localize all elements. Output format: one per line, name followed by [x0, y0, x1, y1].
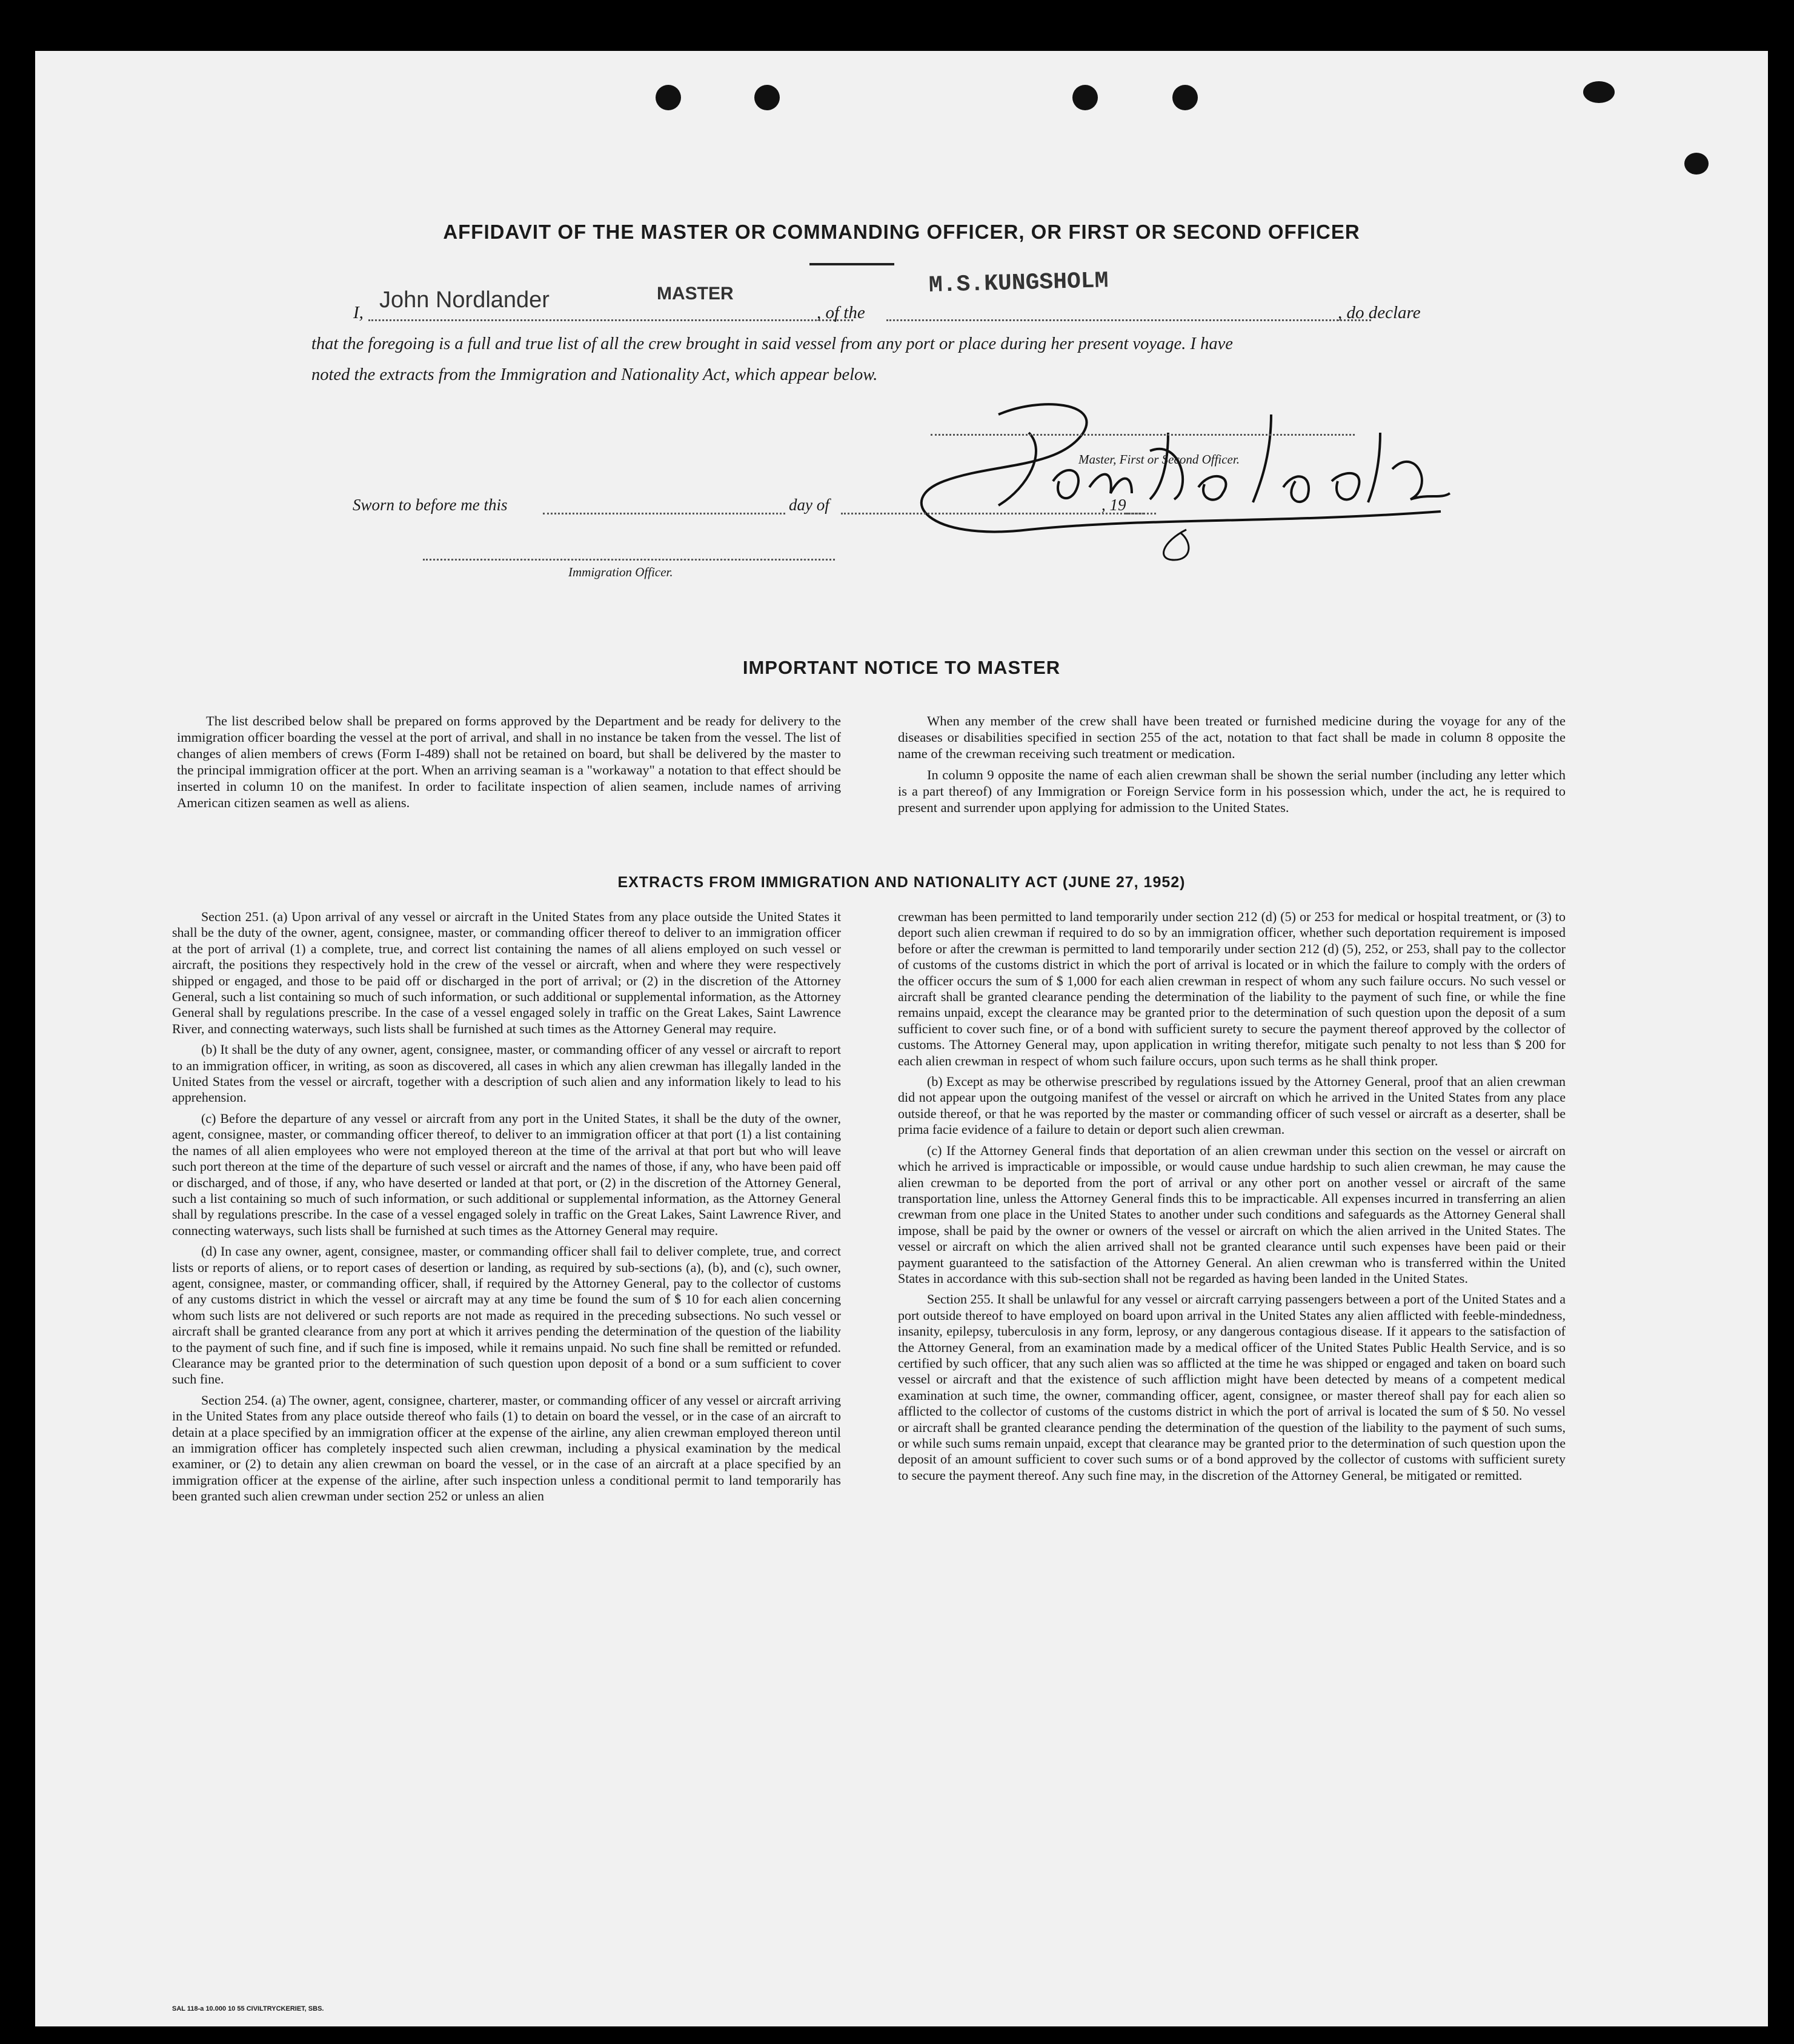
i-label: I, [353, 303, 364, 322]
affidavit-title: AFFIDAVIT OF THE MASTER OR COMMANDING OFFICER, OR FIRST OR SECOND OFFICER [443, 221, 1360, 243]
extract-paragraph: Section 254. (a) The owner, agent, consignee, charterer, master, or commanding officer of any vessel or aircraft arriving in the United States from any place outside thereof who fails (1) to detain on board the vessel, or in the case of an aircraft to detain at a place specified by an immigration officer at the expense of the airline, any alien crewman employed thereon until an immigration officer has completely inspected such alien crewman, including a physical examination by the medical examiner, or (2) to detain any alien crewman on board the vessel, or in the case of an aircraft at a place specified by an immigration officer at the expense of the airline, after such inspection unless a conditional permit to land temporarily has been granted such alien crewman under section 252 or unless an alien [172, 1392, 841, 1504]
notice-left-paragraph: The list described below shall be prepared on forms approved by the Department and be ready for delivery to the immigration officer boarding the vessel at the port of arrival, and shall in no instance be taken from the vessel. The list of changes of alien members of crews (Form I-489) shall not be retained on board, but shall be delivered by the master to the principal immigration officer at the port. When an arriving seaman is a "workaway" a notation to that effect should be inserted in column 10 on the manifest. In order to facilitate inspection of alien seamen, include names of arriving American citizen seamen as well as aliens. [177, 713, 841, 810]
extracts-right-column [898, 909, 1566, 1488]
signature-caption: Master, First or Second Officer. [1078, 452, 1240, 467]
year-prefix: , 19 [1101, 496, 1126, 514]
extract-paragraph: (b) Except as may be otherwise prescribed by regulations issued by the Attorney General, proof that an alien crewman did not appear upon the outgoing manifest of the vessel or aircraft on which he arrived in the United States from any place outside thereof, or that he was reported by the master or commanding officer of such vessel or aircraft as a deserter, shall be prima facie evidence of a failure to detain or deport such alien crewman. [898, 1074, 1566, 1137]
extracts-title: EXTRACTS FROM IMMIGRATION AND NATIONALITY ACT (JUNE 27, 1952) [617, 874, 1186, 891]
extracts-left-column [172, 909, 841, 1510]
notice-right-column [898, 713, 1566, 821]
day-of-label: day of [789, 496, 829, 514]
master-name: John Nordlander [379, 287, 550, 313]
master-rank: MASTER [657, 284, 734, 304]
notice-title: IMPORTANT NOTICE TO MASTER [742, 657, 1061, 678]
title-rule [809, 263, 894, 265]
year-line [1126, 513, 1156, 514]
extract-paragraph: (c) Before the departure of any vessel or aircraft from any port in the United States, it shall be the duty of the owner, agent, consignee, master, or commanding officer thereof, to deliver to an immigration officer at that port (1) a list containing the names of all alien employees who were not employed thereon at the time of the arrival at that port but who will leave such port thereon at the time of the departure of such vessel or aircraft and the names of those, if any, who have been paid off or discharged, and of those, if any, who have deserted or landed at that port, or (2) in the discretion of the Attorney General, such a list containing so much of such information, or such additional or supplemental information, as the Attorney General shall by regulations prescribe. In the case of a vessel engaged solely in traffic on the Great Lakes, Saint Lawrence River, and connecting waterways, such lists shall be furnished at such times as the Attorney General may require. [172, 1110, 841, 1238]
of-the-label: , of the [817, 303, 865, 322]
extract-paragraph: (d) In case any owner, agent, consignee, master, or commanding officer shall fail to deliver complete, true, and correct lists or reports of aliens, or to report cases of desertion or landing, as required by sub-sections (a), (b), and (c), such owner, agent, consignee, master, or commanding officer, shall, if required by the Attorney General, pay to the collector of customs of any customs district in which the vessel or aircraft may at any time be found the sum of $ 10 for each alien concerning whom such lists are not delivered or such reports are not made as required in the preceding subsections. No such vessel or aircraft shall be granted clearance from any port at which it arrives pending the determination of the question of the liability to the payment of such fine, and if such fine is imposed, while it remains unpaid. No such fine shall be remitted or refunded. Clearance may be granted prior to the determination of such question upon deposit of a bond or a sum sufficient to cover such fine. [172, 1243, 841, 1387]
declaration-line-1: that the foregoing is a full and true list of all the crew brought in said vessel from any port or place during her present voyage. I have [311, 335, 1233, 353]
signature-line [931, 434, 1355, 436]
master-signature [908, 396, 1465, 566]
punch-hole [1684, 153, 1709, 175]
extract-paragraph: (b) It shall be the duty of any owner, agent, consignee, master, or commanding officer of any vessel or aircraft to report to an immigration officer, in writing, as soon as discovered, all cases in which any alien crewman has illegally landed in the United States from the vessel or aircraft, together with a description of such alien and any information likely to lead to his apprehension. [172, 1042, 841, 1105]
sworn-label: Sworn to before me this [353, 496, 508, 514]
punch-hole [656, 85, 681, 110]
punch-hole [754, 85, 780, 110]
vessel-line [886, 319, 1371, 321]
document-page [35, 51, 1768, 2026]
extract-paragraph: Section 251. (a) Upon arrival of any vessel or aircraft in the United States from any place outside the United States it shall be the duty of the owner, agent, consignee, master, or commanding officer thereof to deliver to an immigration officer at the port of arrival (1) a complete, true, and correct list containing the names of all aliens employed on such vessel or aircraft, the positions they respectively hold in the crew of the vessel or aircraft, when and where they were respectively shipped or engaged, and those to be paid off or discharged in the port of arrival; or (2) in the discretion of the Attorney General, such a list containing so much of such information, or such additional or supplemental information, as the Attorney General shall by regulations prescribe. In the case of a vessel engaged solely in traffic on the Great Lakes, Saint Lawrence River, and connecting waterways, such lists shall be furnished at such times as the Attorney General may require. [172, 909, 841, 1036]
officer-line [423, 559, 835, 561]
punch-hole [1172, 85, 1198, 110]
do-declare-label: , do declare [1338, 303, 1421, 322]
notice-left-column [177, 713, 841, 816]
officer-caption: Immigration Officer. [568, 565, 673, 579]
extract-paragraph: crewman has been permitted to land temporarily under section 212 (d) (5) or 253 for medical or hospital treatment, or (3) to deport such alien crewman if required to do so by an immigration officer, whether such deportation requirement is imposed before or after the crewman is permitted to land temporarily under section 212 (d) (5), 252, or 253, shall pay to the collector of customs of the customs district in which the port of arrival is located or in which the failure to comply with the orders of the officer occurs the sum of $ 1,000 for each alien crewman in respect of whom any such failure occurs. No such vessel or aircraft shall be granted clearance pending the determination of the liability to the payment of such fine, or while the fine remains unpaid, except the clearance may be granted prior to the determination of such question upon the deposit of a sum sufficient to cover such fine, or of a bond with sufficient surety to secure the payment thereof approved by the collector of customs. The Attorney General may, upon application in writing therefor, mitigate such penalty to not less than $ 200 for each alien crewman in respect of whom such failure occurs, upon such terms as he shall think proper. [898, 909, 1566, 1068]
extract-paragraph: (c) If the Attorney General finds that deportation of an alien crewman under this section on the vessel or aircraft on which he arrived is impracticable or impossible, or would cause undue hardship to such alien crewman, he may cause the alien crewman to be deported from the port of arrival or any other port on another vessel or aircraft of the same transportation line, unless the Attorney General finds this to be impracticable. All expenses incurred in transferring an alien crewman from one place in the United States to another under such conditions and safeguards as the Attorney General shall impose, shall be paid by the owner or owners of the vessel or aircraft on which the alien arrived in the United States. The vessel or aircraft on which the alien arrived shall not be granted clearance until such expenses have been paid or their payment guaranteed to the satisfaction of the Attorney General. An alien crewman who is transferred within the United States in accordance with this sub-section shall not be regarded as having been landed in the United States. [898, 1142, 1566, 1286]
name-line [368, 319, 853, 321]
vessel-name: M.S.KUNGSHOLM [928, 268, 1109, 299]
punch-hole [1072, 85, 1098, 110]
sworn-month-line [841, 513, 1144, 514]
punch-hole [1583, 81, 1615, 103]
notice-right-paragraph-1: When any member of the crew shall have been treated or furnished medicine during the voyage for any of the diseases or disabilities specified in section 255 of the act, notation to that fact shall be made in column 8 opposite the name of the crewman receiving such treatment or medication. [898, 713, 1566, 761]
notice-right-paragraph-2: In column 9 opposite the name of each alien crewman shall be shown the serial number (including any letter which is a part thereof) of any Immigration or Foreign Service form in his possession which, under the act, he is required to present and surrender upon applying for admission to the United States. [898, 767, 1566, 815]
form-footer: SAL 118-a 10.000 10 55 CIVILTRYCKERIET, SBS. [172, 2005, 324, 2012]
extract-paragraph: Section 255. It shall be unlawful for any vessel or aircraft carrying passengers between a port of the United States and a port outside thereof to have employed on board upon arrival in the United States any alien afflicted with feeble-mindedness, insanity, epilepsy, tuberculosis in any form, leprosy, or any dangerous contagious disease. If it appears to the satisfaction of the Attorney General, from an examination made by a medical officer of the United States Public Health Service, and is so certified by such officer, that any such alien was so afflicted at the time he was shipped or engaged and taken on board such vessel or aircraft and that the existence of such affliction might have been detected by means of a competent medical examination at such time, the owner, commanding officer, agent, consignee, or master thereof shall pay for each alien so afflicted to the collector of customs of the customs district in which the port of arrival is located the sum of $ 50. No vessel or aircraft shall be granted clearance pending the determination of the question of the liability to the payment of such sums, or while such sums remain unpaid, except that clearance may be granted prior to the determination of such question upon the deposit of an amount sufficient to cover such sums or of a bond approved by the collector of customs with sufficient surety to secure the payment thereof. Any such fine may, in the discretion of the Attorney General, be mitigated or remitted. [898, 1291, 1566, 1483]
sworn-day-line [543, 513, 785, 514]
declaration-line-2: noted the extracts from the Immigration and Nationality Act, which appear below. [311, 365, 878, 384]
